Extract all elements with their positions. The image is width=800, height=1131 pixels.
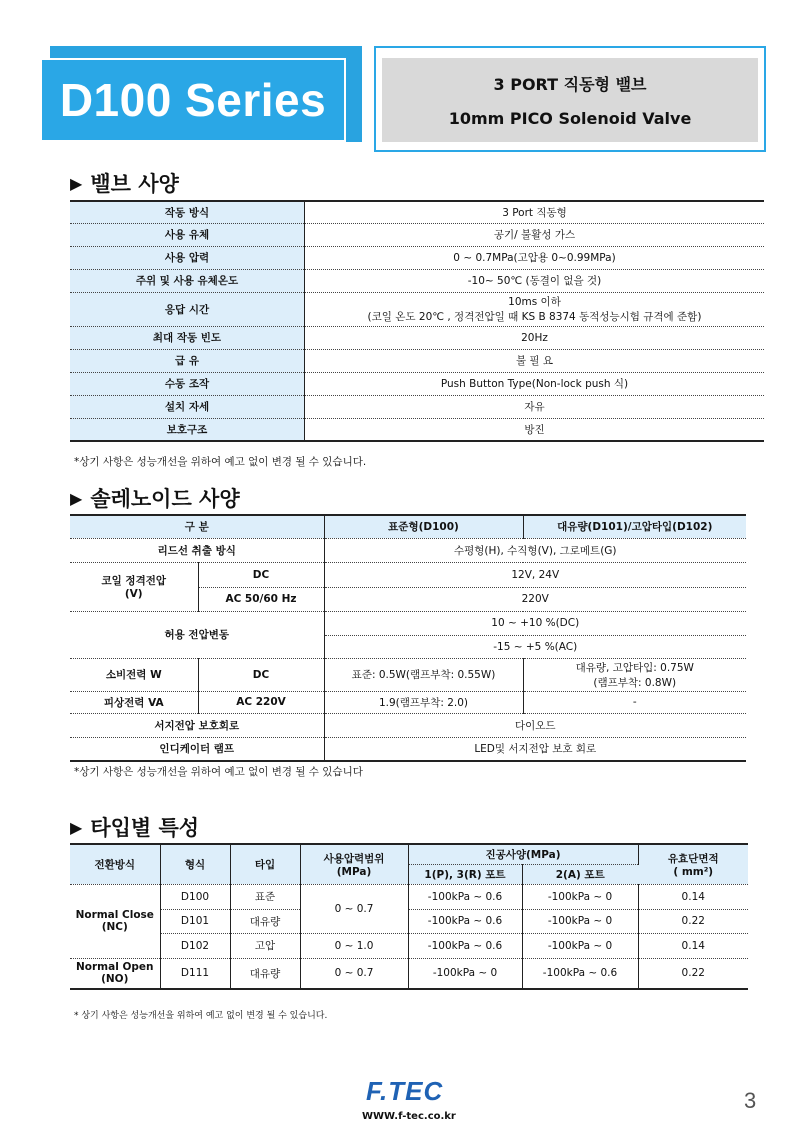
product-title-en: 10mm PICO Solenoid Valve [448, 109, 692, 128]
header-category: 구 분 [70, 515, 324, 538]
row-value: Push Button Type(Non-lock push 식) [305, 372, 765, 395]
row-value-line2: (코일 온도 20℃ , 정격전압일 때 KS B 8374 동적성능시험 규격에 준함) [367, 311, 702, 323]
no-label-line2: (NO) [101, 973, 129, 986]
row-label: 사용 유체 [70, 223, 305, 246]
row-label: 서지전압 보호회로 [70, 713, 324, 737]
cell-model: D111 [160, 958, 230, 989]
row-value: -15 ~ +5 %(AC) [324, 635, 746, 658]
row-label: 보호구조 [70, 418, 305, 441]
row-label: 설치 자세 [70, 395, 305, 418]
no-label [70, 958, 160, 989]
header-pressure [300, 844, 408, 884]
table-row [70, 201, 764, 223]
table-row [70, 909, 748, 933]
row-label: 최대 작동 빈도 [70, 326, 305, 349]
cell-area: 0.14 [638, 933, 748, 958]
row-value: 1.9(램프부착: 2.0) [324, 691, 523, 713]
cell-area: 0.22 [638, 958, 748, 989]
row-sublabel: AC 50/60 Hz [198, 587, 324, 611]
table-header-row [70, 515, 746, 538]
header-standard: 표준형(D100) [324, 515, 523, 538]
cell-area: 0.22 [638, 909, 748, 933]
row-label: 응답 시간 [70, 292, 305, 326]
row-value: 0 ~ 0.7MPa(고압용 0~0.99MPa) [305, 246, 765, 269]
row-label: 인디케이터 램프 [70, 737, 324, 761]
valve-spec-table [70, 200, 764, 442]
table-row [70, 223, 764, 246]
row-value: 표준: 0.5W(램프부착: 0.55W) [324, 658, 523, 691]
solenoid-spec-title: 솔레노이드 사양 [90, 487, 240, 511]
cell-vac-p: -100kPa ~ 0.6 [408, 933, 522, 958]
table-row [70, 269, 764, 292]
header-vacuum: 진공사양(MPa) [408, 844, 638, 864]
row-value: 자유 [305, 395, 765, 418]
table-row [70, 395, 764, 418]
table-row [70, 611, 746, 635]
page-number: 3 [744, 1088, 757, 1113]
cell-vac-a: -100kPa ~ 0.6 [522, 958, 638, 989]
row-label: 급 유 [70, 349, 305, 372]
row-value [305, 292, 765, 326]
row-value: -10~ 50℃ (동결이 없을 것) [305, 269, 765, 292]
nc-label-line1: Normal Close [75, 909, 154, 921]
header-type: 타입 [230, 844, 300, 884]
header-large: 대유량(D101)/고압타입(D102) [523, 515, 746, 538]
table-row [70, 713, 746, 737]
table-row [70, 538, 746, 562]
solenoid-spec-note: *상기 사항은 성능개선을 위하여 예고 없이 변경 될 수 있습니다 [74, 766, 363, 778]
cell-pressure: 0 ~ 0.7 [300, 884, 408, 933]
row-value: 20Hz [305, 326, 765, 349]
cell-vac-a: -100kPa ~ 0 [522, 884, 638, 909]
table-row [70, 326, 764, 349]
header-pressure-line2: (MPa) [336, 865, 372, 878]
row-value: 방진 [524, 423, 545, 436]
nc-label-line2: (NC) [101, 921, 128, 933]
cell-vac-a: -100kPa ~ 0 [522, 933, 638, 958]
row-sublabel: AC 220V [198, 691, 324, 713]
row-label: 작동 방식 [70, 201, 305, 223]
cell-type: 대유량 [230, 958, 300, 989]
cell-model: D102 [160, 933, 230, 958]
solenoid-spec-heading [70, 483, 240, 513]
cell-vac-p: -100kPa ~ 0 [408, 958, 522, 989]
cell-vac-p: -100kPa ~ 0.6 [408, 884, 522, 909]
row-value: 12V, 24V [324, 562, 746, 587]
cell-type: 고압 [230, 933, 300, 958]
type-spec-table [70, 843, 748, 990]
product-title-inner [382, 58, 758, 142]
cell-model: D100 [160, 884, 230, 909]
table-row [70, 418, 764, 441]
header-vac-p: 1(P), 3(R) 포트 [408, 864, 522, 884]
website-url: WWW.f-tec.co.kr [362, 1111, 456, 1122]
row-label: 주위 및 사용 유체온도 [70, 269, 305, 292]
row-sublabel: DC [198, 658, 324, 691]
triangle-bullet-icon: ▶ [70, 173, 83, 193]
nc-label [70, 884, 160, 958]
row-label: 소비전력 W [70, 658, 198, 691]
table-row [70, 691, 746, 713]
row-sublabel: DC [198, 562, 324, 587]
header-pressure-line1: 사용압력범위 [323, 852, 385, 865]
table-row [70, 246, 764, 269]
ftec-logo: F.TEC [366, 1076, 444, 1106]
product-title-ko: 3 PORT 직동형 밸브 [493, 75, 647, 94]
triangle-bullet-icon: ▶ [70, 817, 83, 837]
table-row [70, 292, 764, 326]
row-label: 리드선 취출 방식 [70, 538, 324, 562]
row-value: - [523, 691, 746, 713]
header-vac-a: 2(A) 포트 [522, 864, 638, 884]
row-value: 수평형(H), 수직형(V), 그로메트(G) [324, 538, 746, 562]
type-spec-note: * 상기 사항은 성능개선을 위하여 예고 없이 변경 될 수 있습니다. [74, 1011, 328, 1021]
row-label: 수동 조작 [70, 372, 305, 395]
table-row [70, 372, 764, 395]
cell-model: D101 [160, 909, 230, 933]
table-row [70, 884, 748, 909]
cell-type: 표준 [230, 884, 300, 909]
row-value: 공기/ 불활성 가스 [305, 223, 765, 246]
row-value [523, 658, 746, 691]
series-title: D100 Series [59, 74, 327, 126]
cell-pressure: 0 ~ 0.7 [300, 958, 408, 989]
row-value: 불 필 요 [305, 349, 765, 372]
type-spec-title: 타입별 특성 [90, 816, 200, 840]
table-row [70, 562, 746, 587]
row-value: 220V [324, 587, 746, 611]
triangle-bullet-icon: ▶ [70, 488, 83, 508]
row-value-line2: (램프부착: 0.8W) [593, 676, 677, 689]
table-row [70, 933, 748, 958]
row-label: 피상전력 VA [70, 691, 198, 713]
table-row [70, 349, 764, 372]
series-banner [40, 58, 346, 142]
header-switching: 전환방식 [70, 844, 160, 884]
cell-pressure: 0 ~ 1.0 [300, 933, 408, 958]
valve-spec-heading [70, 168, 179, 198]
row-label: 사용 압력 [70, 246, 305, 269]
row-value: 다이오드 [324, 713, 746, 737]
coil-label: 코일 정격전압 [101, 575, 166, 587]
no-label-line1: Normal Open [76, 961, 154, 974]
table-row [70, 958, 748, 989]
solenoid-spec-table [70, 514, 746, 762]
row-value-line1: 대유량, 고압타입: 0.75W [575, 661, 694, 674]
valve-spec-title: 밸브 사양 [90, 172, 179, 196]
row-value-line1: 10ms 이하 [508, 296, 561, 308]
cell-type: 대유량 [230, 909, 300, 933]
row-label: 허용 전압변동 [70, 611, 324, 658]
header-model: 형식 [160, 844, 230, 884]
row-value: LED및 서지전압 보호 회로 [474, 743, 597, 756]
header-area [638, 844, 748, 884]
header-area-line1: 유효단면적 [667, 852, 719, 865]
coil-label-unit: (V) [124, 588, 143, 600]
row-value: 10 ~ +10 %(DC) [324, 611, 746, 635]
valve-spec-note: *상기 사항은 성능개선을 위하여 예고 없이 변경 될 수 있습니다. [74, 456, 367, 468]
type-spec-heading [70, 812, 199, 842]
header-area-line2: ( mm²) [673, 865, 714, 878]
cell-area: 0.14 [638, 884, 748, 909]
row-label [70, 562, 198, 611]
cell-vac-a: -100kPa ~ 0 [522, 909, 638, 933]
table-row [70, 658, 746, 691]
product-title-box [374, 46, 766, 152]
row-value: 3 Port 직동형 [305, 201, 765, 223]
table-row [70, 737, 746, 761]
table-header-row [70, 844, 748, 864]
cell-vac-p: -100kPa ~ 0.6 [408, 909, 522, 933]
